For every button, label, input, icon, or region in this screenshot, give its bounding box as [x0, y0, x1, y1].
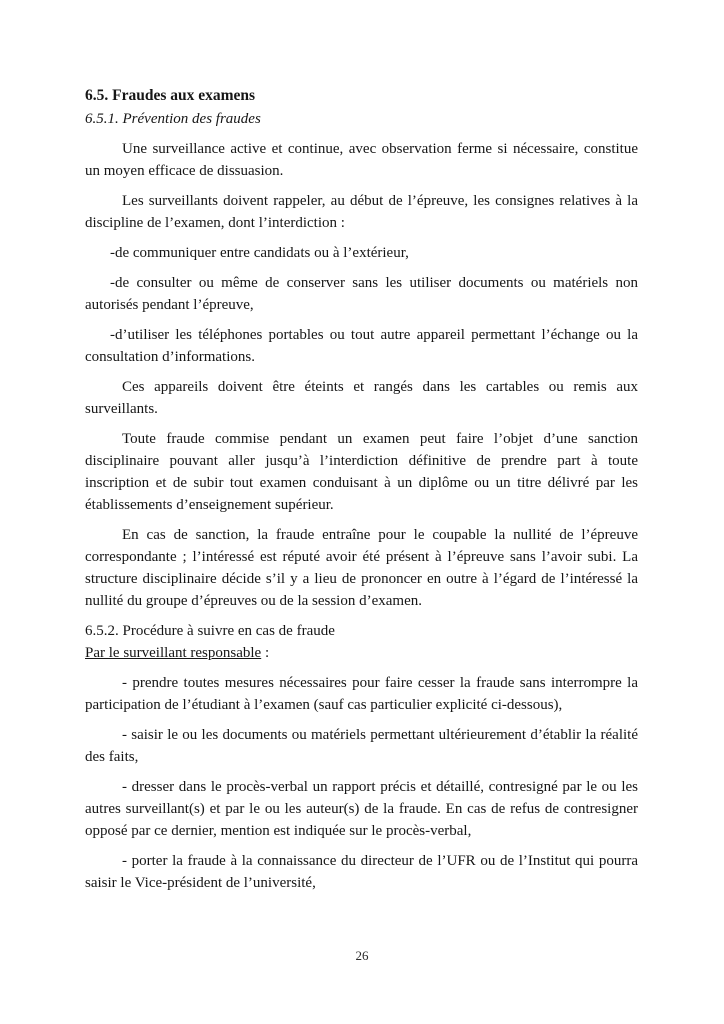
- list-item-porter-fraude: - porter la fraude à la connaissance du directeur de l’UFR ou de l’Institut qui pourra saisir le Vice-président de l’université,: [85, 853, 638, 891]
- section-heading-fraudes: 6.5. Fraudes aux examens: [85, 87, 256, 104]
- lead-line-colon: :: [261, 645, 270, 661]
- page-number: 26: [355, 948, 369, 963]
- subsection-heading-procedure: 6.5.2. Procédure à suivre en cas de fraude: [85, 623, 335, 639]
- list-item-saisir-documents: - saisir le ou les documents ou matériels permettant ultérieurement d’établir la réalité des faits,: [85, 727, 638, 765]
- lead-line-surveillant: [85, 642, 638, 664]
- underlined-label-surveillant: Par le surveillant responsable: [85, 645, 262, 661]
- list-item-communiquer: -de communiquer entre candidats ou à l’extérieur,: [110, 245, 409, 261]
- list-item-dresser-proces-verbal: - dresser dans le procès-verbal un rapport précis et détaillé, contresigné par le ou les autres surveillant(s) et par le ou les auteur(s) de la fraude. En cas de refus de contresigner opposé par ce dernier, mention est indiquée sur le procès-verbal,: [85, 779, 638, 839]
- paragraph-consignes: Les surveillants doivent rappeler, au début de l’épreuve, les consignes relatives à la discipline de l’examen, dont l’interdiction :: [85, 193, 638, 231]
- paragraph-en-cas-sanction: En cas de sanction, la fraude entraîne pour le coupable la nullité de l’épreuve correspondante ; l’intéressé est réputé avoir été présent à l’épreuve sans l’avoir subi. La structure disciplinaire décide s’il y a lieu de prononcer en outre à l’égard de l’intéressé la nullité du groupe d’épreuves ou de la session d’examen.: [85, 527, 638, 609]
- list-item-telephones: -d’utiliser les téléphones portables ou tout autre appareil permettant l’échange ou la consultation d’informations.: [85, 327, 638, 365]
- paragraph-toute-fraude: Toute fraude commise pendant un examen peut faire l’objet d’une sanction disciplinaire pouvant aller jusqu’à l’interdiction définitive de prendre part à toute inscription et de subir tout examen conduisant à un diplôme ou un titre délivré par les établissements d’enseignement supérieur.: [85, 431, 638, 513]
- paragraph-surveillance: Une surveillance active et continue, avec observation ferme si nécessaire, constitue un moyen efficace de dissuasion.: [85, 141, 638, 179]
- paragraph-appareils: Ces appareils doivent être éteints et rangés dans les cartables ou remis aux surveillants.: [85, 379, 638, 417]
- list-item-consulter: -de consulter ou même de conserver sans les utiliser documents ou matériels non autorisés pendant l’épreuve,: [85, 275, 638, 313]
- subsection-heading-prevention: 6.5.1. Prévention des fraudes: [85, 111, 261, 127]
- list-item-prendre-mesures: - prendre toutes mesures nécessaires pour faire cesser la fraude sans interrompre la participation de l’étudiant à l’examen (sauf cas particulier explicité ci-dessous),: [85, 675, 638, 713]
